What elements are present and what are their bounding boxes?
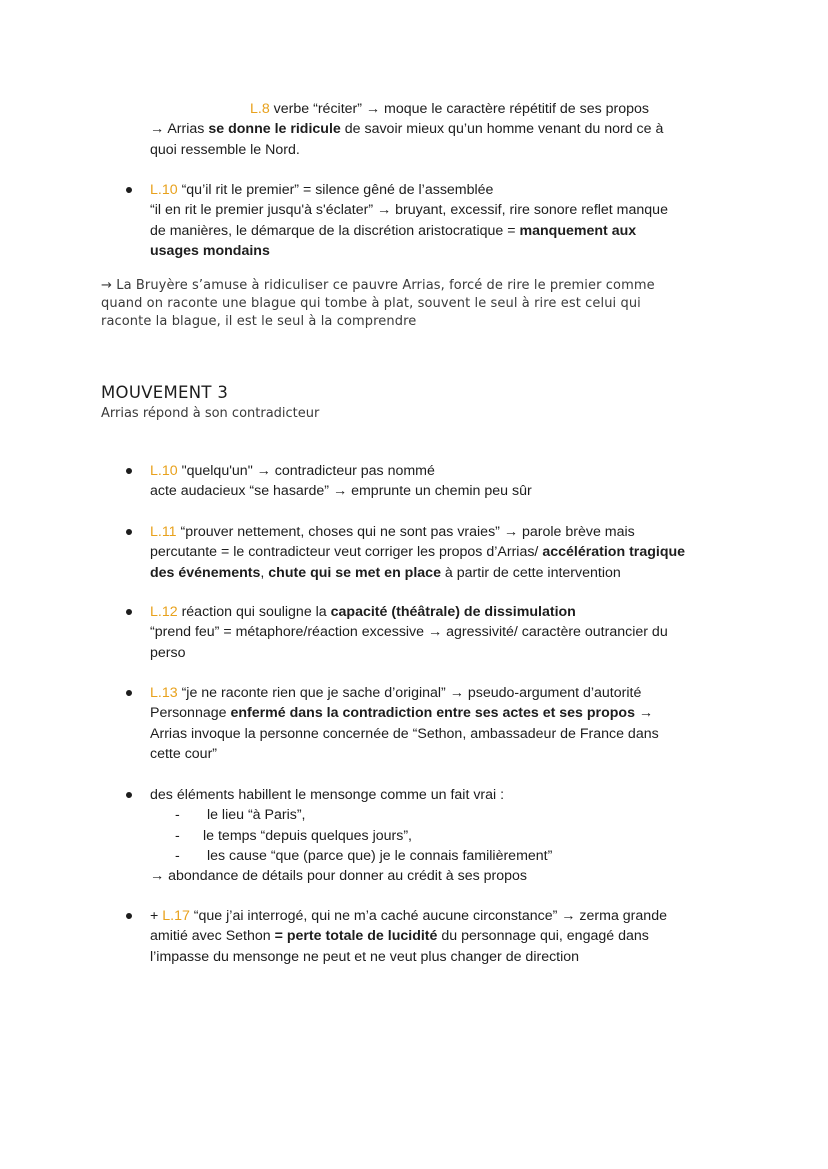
text: le temps “depuis quelques jours”,	[203, 827, 412, 844]
text: verbe “réciter” → moque le caractère répétitif de ses propos	[269, 101, 650, 117]
sub-item	[150, 826, 552, 846]
bold-text: accélération tragique	[542, 544, 686, 561]
bullet-b1	[150, 180, 668, 261]
conclusion-block	[101, 277, 655, 331]
text: raconte la blague, il est le seul à la comprendre	[101, 314, 417, 329]
bullet-icon	[126, 529, 132, 535]
text: Personnage	[150, 705, 231, 722]
dash-icon: -	[175, 807, 180, 824]
text: cette cour”	[150, 745, 218, 762]
bullet-m4	[150, 683, 659, 764]
bullet-icon	[126, 187, 132, 193]
text: Arrias invoque la personne concernée de “Sethon, ambassadeur de France dans	[150, 725, 659, 742]
text: les cause “que (parce que) je le connais familièrement”	[203, 847, 553, 864]
text: réaction qui souligne la	[177, 604, 331, 620]
section-subtitle: Arrias répond à son contradicteur	[101, 406, 320, 421]
intro-l8-line	[150, 99, 663, 119]
text: ,	[260, 564, 269, 581]
text: +	[150, 908, 163, 924]
line-ref: L.17	[162, 908, 190, 924]
bold-text: capacité (théâtrale) de dissimulation	[330, 604, 576, 620]
bullet-m3	[150, 602, 668, 663]
sub-item	[150, 805, 552, 825]
text: des éléments habillent le mensonge comme un fait vrai :	[150, 787, 505, 803]
bold-text: chute qui se met en place	[268, 564, 441, 581]
text: "quelqu'un" → contradicteur pas nommé	[177, 463, 435, 479]
text: quand on raconte une blague qui tombe à plat, souvent le seul à rire est celui qui	[101, 296, 641, 311]
text: → abondance de détails pour donner au crédit à ses propos	[150, 868, 528, 885]
bullet-icon	[126, 913, 132, 919]
bullet-icon	[126, 690, 132, 696]
text: de manières, le démarque de la discrétion aristocratique =	[150, 222, 520, 239]
text: à partir de cette intervention	[440, 564, 621, 581]
bold-text: enfermé dans la contradiction entre ses actes et ses propos →	[230, 705, 654, 722]
bullet-icon	[126, 609, 132, 615]
intro-arrias-line	[150, 119, 663, 139]
bold-text: des événements	[150, 564, 261, 581]
intro-arrias-line-2: quoi ressemble le Nord.	[150, 141, 300, 158]
text: “il en rit le premier jusqu'à s'éclater” → bruyant, excessif, rire sonore reflet manque	[150, 202, 668, 219]
text: perso	[150, 644, 186, 661]
sub-item	[150, 846, 552, 866]
text: de savoir mieux qu’un homme venant du nord ce à	[340, 121, 664, 138]
dash-icon: -	[175, 847, 180, 864]
bullet-m6	[150, 906, 667, 967]
bold-text: se donne le ridicule	[208, 121, 341, 138]
line-ref: L.11	[150, 524, 177, 540]
bullet-m1	[150, 461, 532, 502]
text: percutante = le contradicteur veut corriger les propos d’Arrias/	[150, 544, 543, 561]
bullet-icon	[126, 792, 132, 798]
bullet-m5	[150, 785, 552, 886]
bullet-m2	[150, 522, 685, 583]
text: “je ne raconte rien que je sache d’original” → pseudo-argument d’autorité	[177, 685, 642, 701]
bold-text: = perte totale de lucidité	[274, 928, 438, 945]
text: “prouver nettement, choses qui ne sont pas vraies” → parole brève mais	[176, 524, 635, 540]
line-ref: L.10	[150, 463, 178, 479]
line-ref: L.13	[150, 685, 178, 701]
text: → La Bruyère s’amuse à ridiculiser ce pauvre Arrias, forcé de rire le premier comme	[101, 278, 655, 293]
dash-icon: -	[175, 827, 180, 844]
text: “prend feu” = métaphore/réaction excessive → agressivité/ caractère outrancier du	[150, 624, 668, 641]
text: “qu’il rit le premier” = silence gêné de l’assemblée	[177, 182, 494, 198]
line-ref: L.10	[150, 182, 178, 198]
text: du personnage qui, engagé dans	[437, 928, 649, 945]
text: “que j’ai interrogé, qui ne m’a caché aucune circonstance” → zerma grande	[189, 908, 667, 924]
text: l’impasse du mensonge ne peut et ne veut plus changer de direction	[150, 948, 580, 965]
section-title: MOUVEMENT 3	[101, 383, 229, 402]
line-ref: L.8	[250, 101, 270, 117]
text: acte audacieux “se hasarde” → emprunte un chemin peu sûr	[150, 483, 532, 500]
text: le lieu “à Paris”,	[203, 807, 306, 824]
text: → Arrias	[150, 121, 209, 138]
bold-text: usages mondains	[150, 242, 270, 259]
line-ref: L.12	[150, 604, 178, 620]
intro-block	[150, 99, 663, 160]
text: amitié avec Sethon	[150, 928, 275, 945]
bullet-icon	[126, 468, 132, 474]
bold-text: manquement aux	[519, 222, 637, 239]
